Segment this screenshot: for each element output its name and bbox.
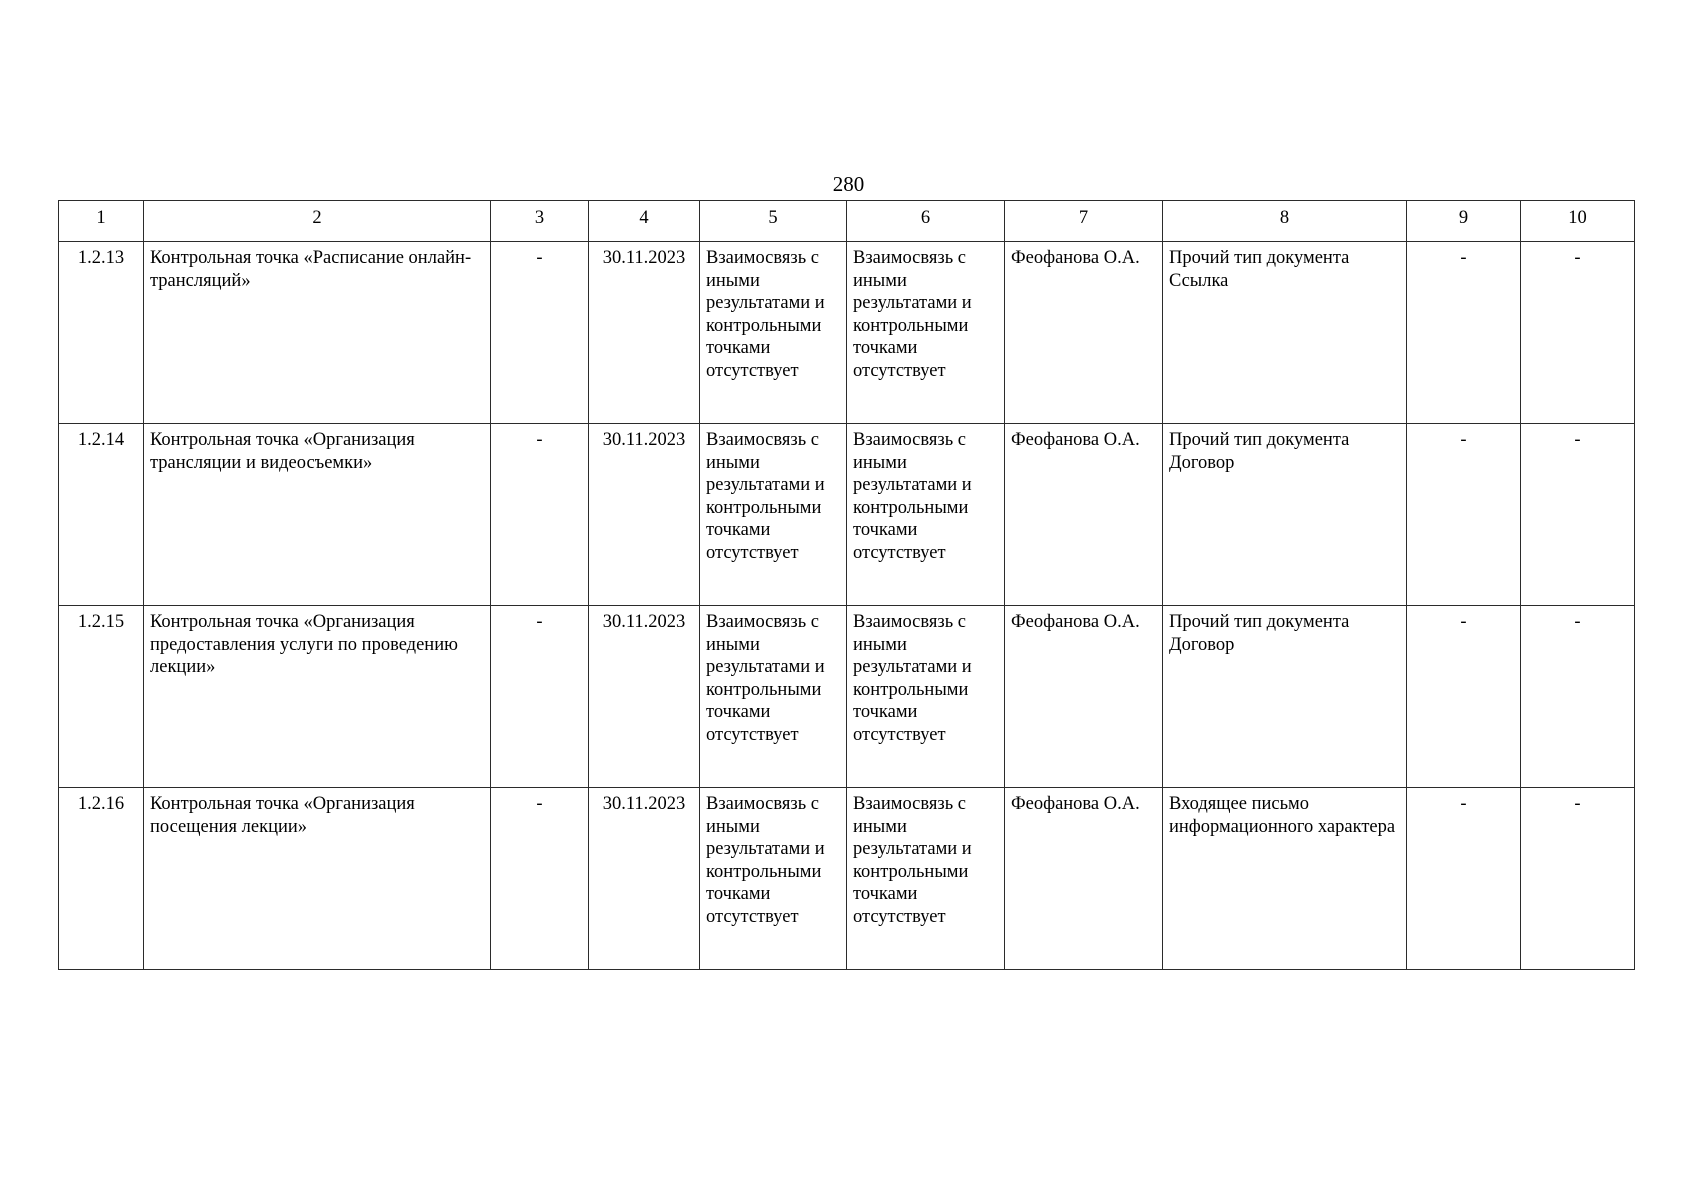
row-date: 30.11.2023 — [589, 788, 700, 970]
row-col3: - — [491, 606, 589, 788]
header-cell-3: 3 — [491, 201, 589, 242]
header-cell-7: 7 — [1005, 201, 1163, 242]
row-col9: - — [1407, 788, 1521, 970]
row-responsible: Феофанова О.А. — [1005, 424, 1163, 606]
header-cell-1: 1 — [59, 201, 144, 242]
row-col3: - — [491, 242, 589, 424]
row-col5: Взаимосвязь с иными результатами и контрольными точками отсутствует — [700, 788, 847, 970]
header-cell-10: 10 — [1521, 201, 1635, 242]
row-col6: Взаимосвязь с иными результатами и контрольными точками отсутствует — [847, 788, 1005, 970]
row-doc-type-line2: Ссылка — [1169, 270, 1229, 291]
row-doc-type — [1163, 424, 1407, 606]
row-doc-type-line1: Прочий тип документа — [1169, 248, 1350, 268]
row-col10: - — [1521, 242, 1635, 424]
row-col9: - — [1407, 424, 1521, 606]
row-date: 30.11.2023 — [589, 242, 700, 424]
table-row — [59, 424, 1635, 606]
header-cell-9: 9 — [1407, 201, 1521, 242]
row-col5: Взаимосвязь с иными результатами и контрольными точками отсутствует — [700, 606, 847, 788]
row-col3: - — [491, 424, 589, 606]
row-doc-type-line1: Прочий тип документа — [1169, 430, 1350, 450]
row-responsible: Феофанова О.А. — [1005, 606, 1163, 788]
table-row — [59, 606, 1635, 788]
table-row — [59, 242, 1635, 424]
row-responsible: Феофанова О.А. — [1005, 788, 1163, 970]
row-name: Контрольная точка «Расписание онлайн-трансляций» — [144, 242, 491, 424]
row-col6: Взаимосвязь с иными результатами и контрольными точками отсутствует — [847, 242, 1005, 424]
row-doc-type — [1163, 788, 1407, 970]
row-doc-type-line2: Договор — [1169, 634, 1235, 655]
table-row — [59, 788, 1635, 970]
row-col9: - — [1407, 606, 1521, 788]
row-col5: Взаимосвязь с иными результатами и контрольными точками отсутствует — [700, 242, 847, 424]
row-name: Контрольная точка «Организация посещения лекции» — [144, 788, 491, 970]
row-number: 1.2.14 — [59, 424, 144, 606]
row-number: 1.2.13 — [59, 242, 144, 424]
row-col10: - — [1521, 788, 1635, 970]
row-date: 30.11.2023 — [589, 606, 700, 788]
row-doc-type — [1163, 242, 1407, 424]
row-number: 1.2.16 — [59, 788, 144, 970]
row-responsible: Феофанова О.А. — [1005, 242, 1163, 424]
document-table — [58, 200, 1635, 970]
header-cell-5: 5 — [700, 201, 847, 242]
row-col3: - — [491, 788, 589, 970]
row-col10: - — [1521, 606, 1635, 788]
row-number: 1.2.15 — [59, 606, 144, 788]
row-date: 30.11.2023 — [589, 424, 700, 606]
row-col9: - — [1407, 242, 1521, 424]
header-cell-8: 8 — [1163, 201, 1407, 242]
row-col6: Взаимосвязь с иными результатами и контрольными точками отсутствует — [847, 606, 1005, 788]
page-number: 280 — [832, 172, 865, 196]
row-doc-type-line1: Входящее письмо информационного характера — [1169, 794, 1396, 837]
header-cell-2: 2 — [144, 201, 491, 242]
row-doc-type — [1163, 606, 1407, 788]
row-doc-type-line2: Договор — [1169, 452, 1235, 473]
row-col5: Взаимосвязь с иными результатами и контрольными точками отсутствует — [700, 424, 847, 606]
row-col6: Взаимосвязь с иными результатами и контрольными точками отсутствует — [847, 424, 1005, 606]
header-cell-6: 6 — [847, 201, 1005, 242]
table-header-row — [59, 201, 1635, 242]
header-cell-4: 4 — [589, 201, 700, 242]
row-col10: - — [1521, 424, 1635, 606]
row-doc-type-line1: Прочий тип документа — [1169, 612, 1350, 632]
row-name: Контрольная точка «Организация предоставления услуги по проведению лекции» — [144, 606, 491, 788]
row-name: Контрольная точка «Организация трансляции и видеосъемки» — [144, 424, 491, 606]
